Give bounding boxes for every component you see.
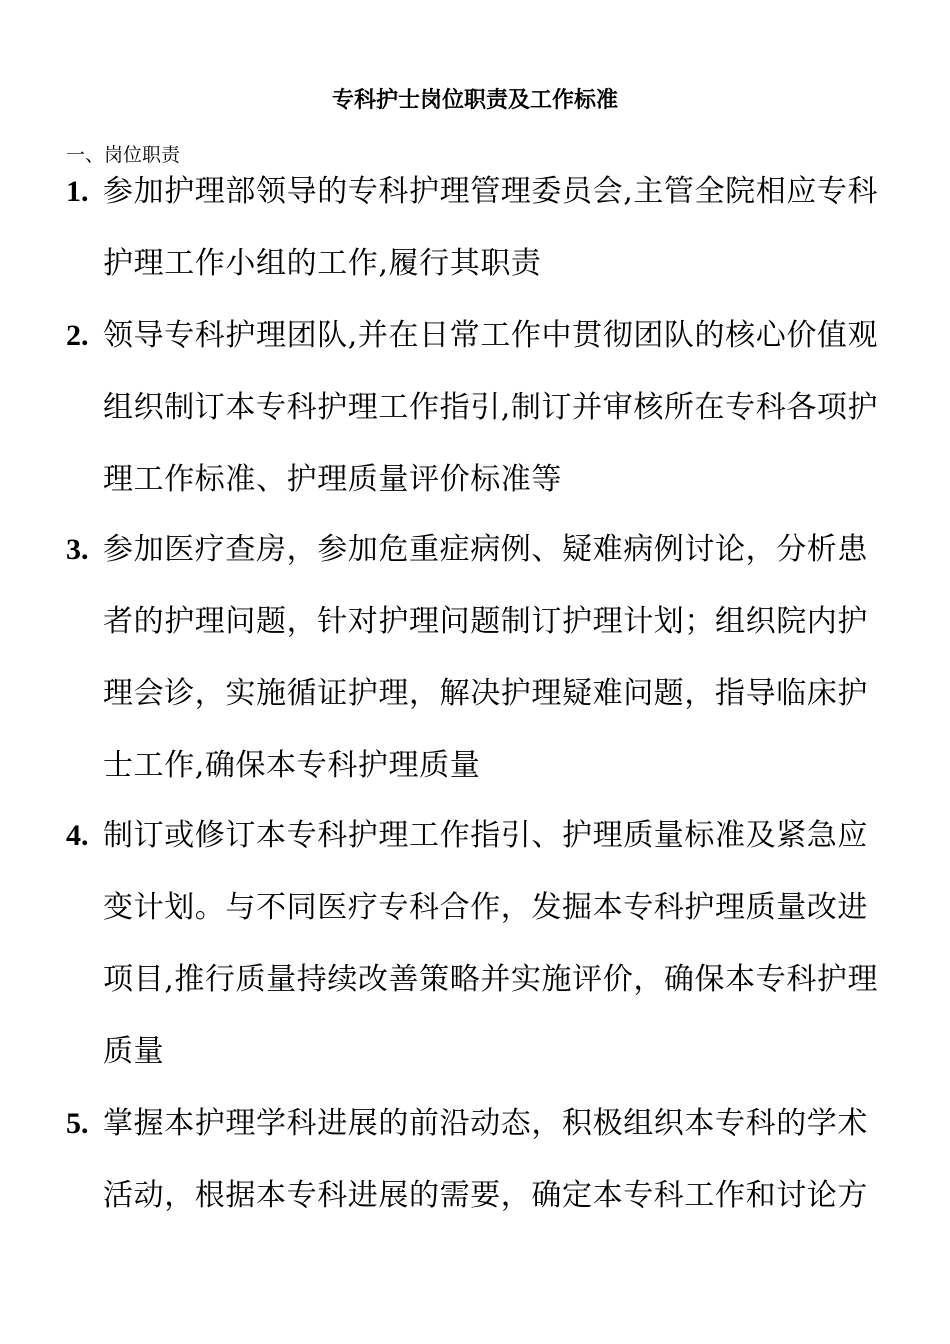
duty-text-line: 者的护理问题，针对护理问题制订护理计划；组织院内护 <box>103 604 868 639</box>
document-title: 专科护士岗位职责及工作标准 <box>331 88 618 113</box>
duty-number: 2. <box>66 319 89 352</box>
duty-item <box>66 1088 896 1232</box>
duty-text-line: 护理工作小组的工作,履行其职责 <box>103 246 542 281</box>
duty-item <box>66 800 896 1088</box>
duty-text-line: 项目,推行质量持续改善策略并实施评价，确保本专科护理 <box>103 962 879 997</box>
duty-number: 4. <box>66 819 89 852</box>
duty-text-line: 参加医疗查房，参加危重症病例、疑难病例讨论，分析患 <box>103 532 868 567</box>
section-heading: 一、岗位职责 <box>66 144 181 166</box>
duty-text-line: 质量 <box>103 1034 165 1069</box>
duty-number: 3. <box>66 533 89 566</box>
duty-text-line: 理工作标准、护理质量评价标准等 <box>103 462 562 497</box>
duty-number: 5. <box>66 1107 89 1140</box>
duty-text-line: 参加护理部领导的专科护理管理委员会,主管全院相应专科 <box>103 174 879 209</box>
duty-text-line: 领导专科护理团队,并在日常工作中贯彻团队的核心价值观 <box>103 318 879 353</box>
duty-text-line: 掌握本护理学科进展的前沿动态，积极组织本专科的学术 <box>103 1106 868 1141</box>
duty-text-line: 制订或修订本专科护理工作指引、护理质量标准及紧急应 <box>103 818 868 853</box>
duty-item <box>66 300 896 516</box>
duty-text-line: 活动，根据本专科进展的需要，确定本专科工作和讨论方 <box>103 1178 868 1213</box>
duty-text-line: 理会诊，实施循证护理，解决护理疑难问题，指导临床护 <box>103 676 868 711</box>
duty-text-line: 变计划。与不同医疗专科合作，发掘本专科护理质量改进 <box>103 890 868 925</box>
duty-text-line: 组织制订本专科护理工作指引,制订并审核所在专科各项护 <box>103 390 879 425</box>
duty-item <box>66 156 896 300</box>
duty-text-line: 士工作,确保本专科护理质量 <box>103 748 481 783</box>
duty-item <box>66 514 896 802</box>
duty-number: 1. <box>66 175 89 208</box>
